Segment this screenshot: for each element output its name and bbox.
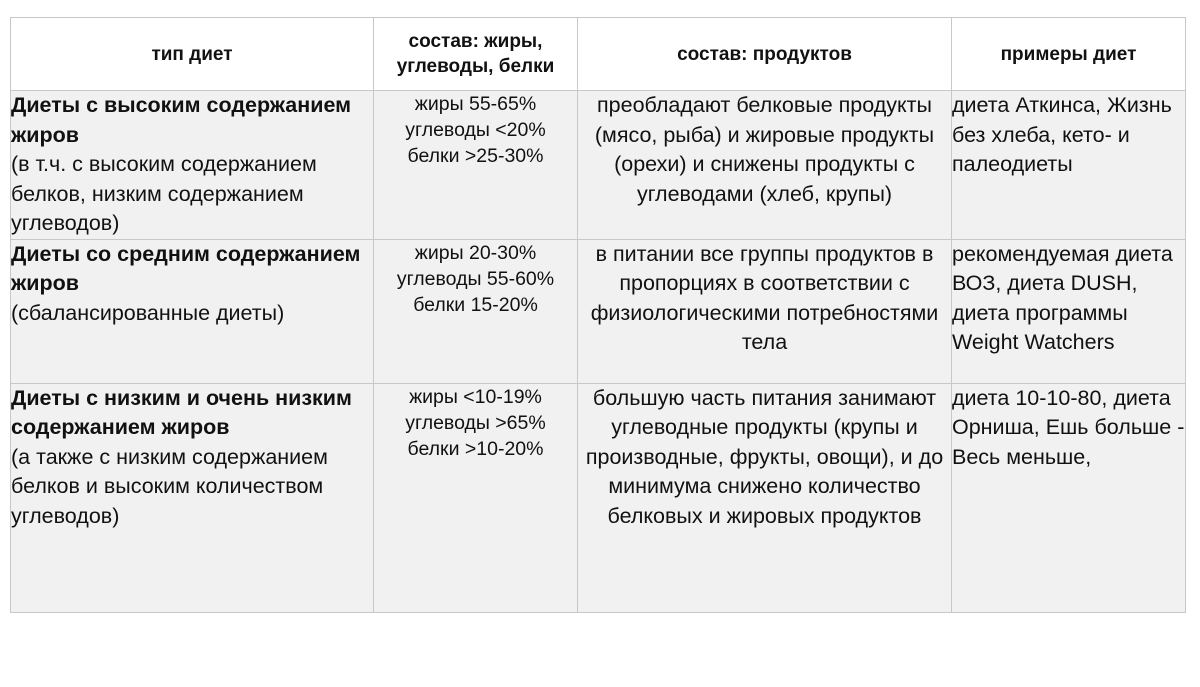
- products-cell: большую часть питания занимают углеводные продукты (крупы и производные, фрукты, овощи), и до минимума снижено количество белковых и жировых продуктов: [578, 383, 952, 612]
- composition-cell: [374, 383, 578, 612]
- table-row: [11, 239, 1186, 383]
- products-cell: в питании все группы продуктов в пропорциях в соответствии с физиологическими потребностями тела: [578, 239, 952, 383]
- composition-carbs: углеводы <20%: [405, 119, 546, 141]
- composition-cell: [374, 91, 578, 240]
- header-examples: примеры диет: [952, 18, 1186, 91]
- header-products: состав: продуктов: [578, 18, 952, 91]
- examples-cell: рекомендуемая диета ВОЗ, диета DUSH, диета программы Weight Watchers: [952, 239, 1186, 383]
- table-row: [11, 91, 1186, 240]
- composition-carbs: углеводы 55-60%: [396, 267, 555, 290]
- table-row: [11, 383, 1186, 612]
- diet-type-title: Диеты с низким и очень низким содержанием жиров: [11, 385, 352, 439]
- composition-cell: [374, 239, 578, 383]
- composition-proteins: белки >25-30%: [407, 145, 544, 167]
- examples-cell: диета Аткинса, Жизнь без хлеба, кето- и палеодиеты: [952, 91, 1186, 240]
- diet-type-cell: [11, 383, 374, 612]
- diet-type-note: (а также с низким содержанием белков и высоким количеством углеводов): [11, 444, 328, 528]
- composition-proteins: белки >10-20%: [407, 437, 544, 460]
- composition-carbs: углеводы >65%: [405, 411, 546, 434]
- diet-type-title: Диеты со средним содержанием жиров: [11, 241, 361, 295]
- products-cell: преобладают белковые продукты (мясо, рыба) и жировые продукты (орехи) и снижены продукты с углеводами (хлеб, крупы): [578, 91, 952, 240]
- composition-proteins: белки 15-20%: [413, 293, 538, 316]
- diet-type-cell: [11, 91, 374, 240]
- diet-type-note: (сбалансированные диеты): [11, 300, 285, 325]
- composition-fats: жиры <10-19%: [409, 385, 542, 408]
- examples-cell: диета 10-10-80, диета Орниша, Ешь больше - Весь меньше,: [952, 383, 1186, 612]
- diet-table: [10, 17, 1186, 613]
- header-diet-type: тип диет: [11, 18, 374, 91]
- header-composition: состав: жиры, углеводы, белки: [374, 18, 578, 91]
- composition-fats: жиры 20-30%: [414, 241, 537, 264]
- diet-type-cell: [11, 239, 374, 383]
- composition-fats: жиры 55-65%: [414, 93, 537, 115]
- header-row: [11, 18, 1186, 91]
- diet-type-note: (в т.ч. с высоким содержанием белков, низким содержанием углеводов): [11, 152, 317, 235]
- diet-type-title: Диеты с высоким содержанием жиров: [11, 93, 352, 147]
